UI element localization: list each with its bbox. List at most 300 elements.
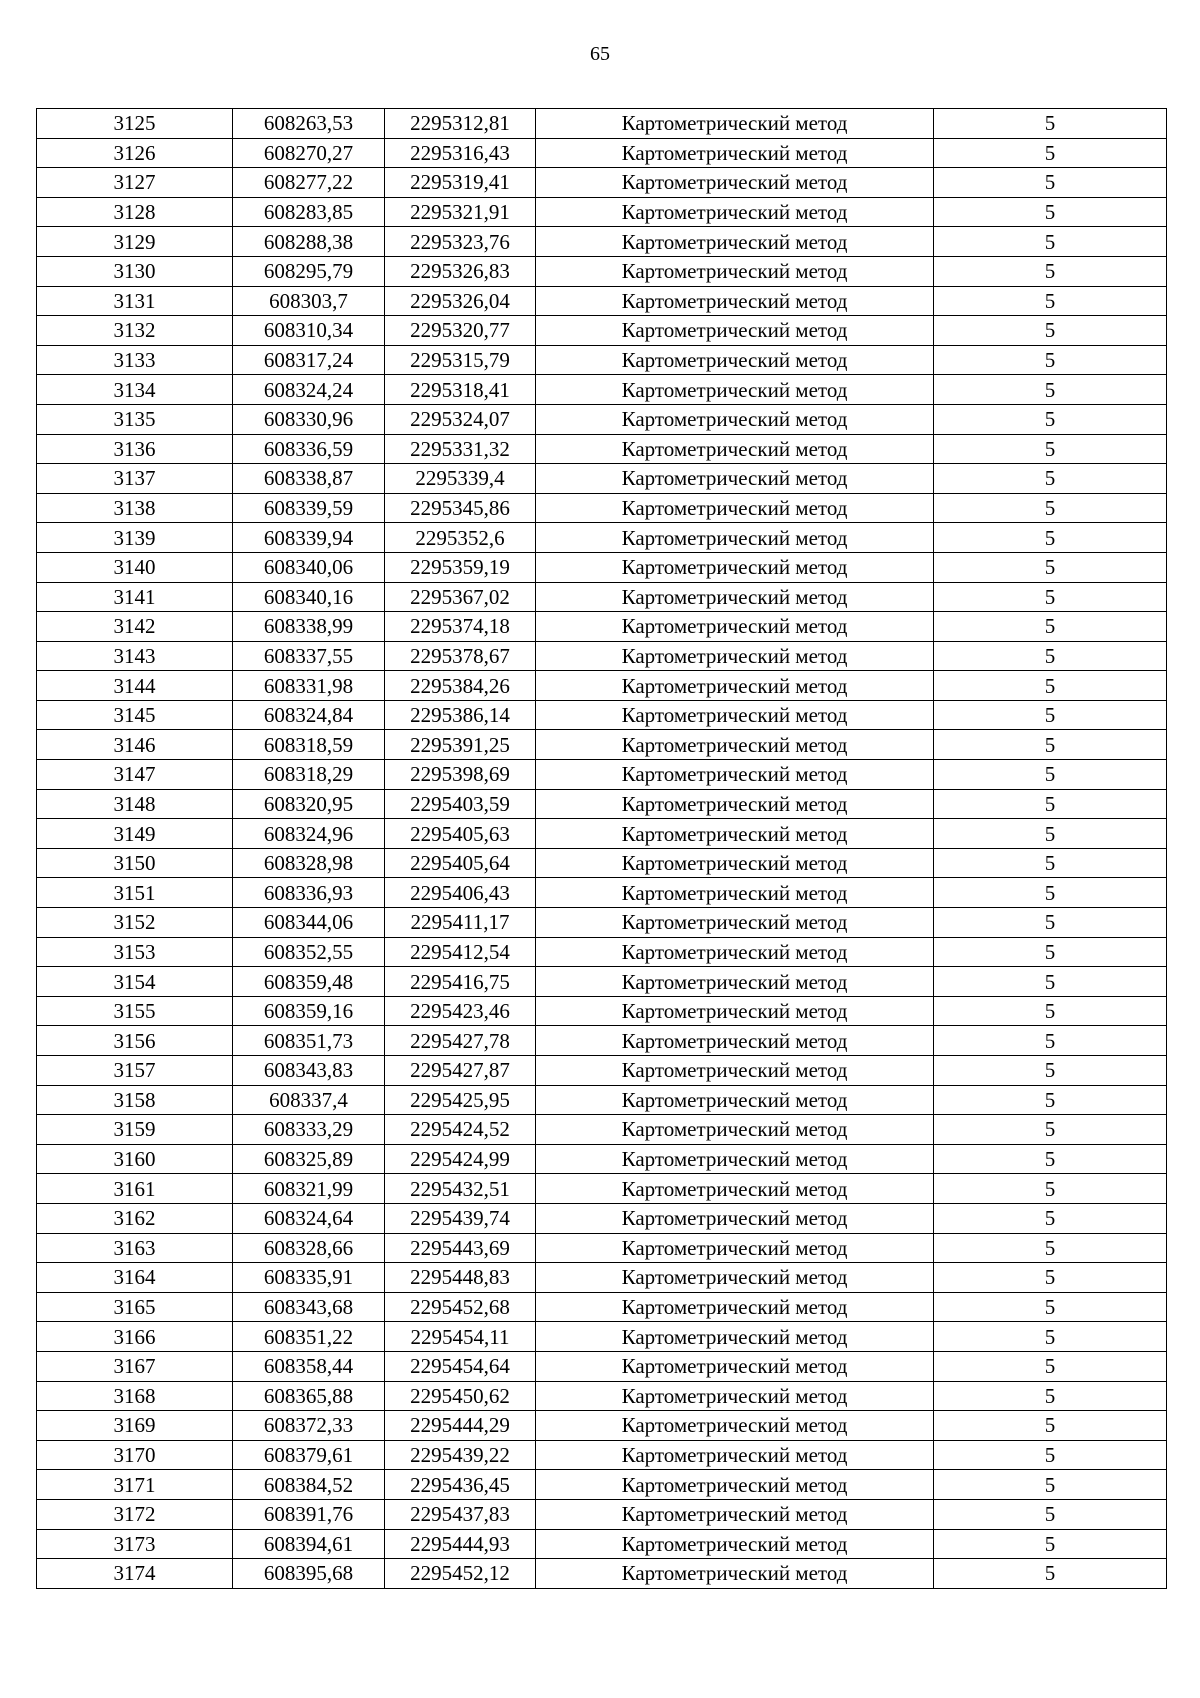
y-coordinate-cell: 2295439,74 xyxy=(385,1203,536,1233)
table-row xyxy=(37,1411,1167,1441)
y-coordinate-cell: 2295386,14 xyxy=(385,700,536,730)
table-row xyxy=(37,848,1167,878)
table-row xyxy=(37,908,1167,938)
accuracy-cell: 5 xyxy=(934,996,1167,1026)
y-coordinate-cell: 2295318,41 xyxy=(385,375,536,405)
table-row xyxy=(37,1529,1167,1559)
y-coordinate-cell: 2295398,69 xyxy=(385,760,536,790)
point-number-cell: 3129 xyxy=(37,227,233,257)
x-coordinate-cell: 608295,79 xyxy=(233,256,385,286)
point-number-cell: 3146 xyxy=(37,730,233,760)
x-coordinate-cell: 608325,89 xyxy=(233,1144,385,1174)
table-row xyxy=(37,1144,1167,1174)
x-coordinate-cell: 608351,73 xyxy=(233,1026,385,1056)
accuracy-cell: 5 xyxy=(934,1322,1167,1352)
accuracy-cell: 5 xyxy=(934,345,1167,375)
method-cell: Картометрический метод xyxy=(536,493,934,523)
y-coordinate-cell: 2295316,43 xyxy=(385,138,536,168)
accuracy-cell: 5 xyxy=(934,1292,1167,1322)
table-row xyxy=(37,168,1167,198)
point-number-cell: 3147 xyxy=(37,760,233,790)
table-row xyxy=(37,641,1167,671)
point-number-cell: 3164 xyxy=(37,1263,233,1293)
table-row xyxy=(37,1470,1167,1500)
y-coordinate-cell: 2295326,83 xyxy=(385,256,536,286)
x-coordinate-cell: 608372,33 xyxy=(233,1411,385,1441)
method-cell: Картометрический метод xyxy=(536,375,934,405)
method-cell: Картометрический метод xyxy=(536,789,934,819)
accuracy-cell: 5 xyxy=(934,819,1167,849)
table-row xyxy=(37,138,1167,168)
y-coordinate-cell: 2295448,83 xyxy=(385,1263,536,1293)
accuracy-cell: 5 xyxy=(934,138,1167,168)
table-row xyxy=(37,552,1167,582)
method-cell: Картометрический метод xyxy=(536,967,934,997)
y-coordinate-cell: 2295416,75 xyxy=(385,967,536,997)
point-number-cell: 3174 xyxy=(37,1559,233,1589)
y-coordinate-cell: 2295423,46 xyxy=(385,996,536,1026)
method-cell: Картометрический метод xyxy=(536,671,934,701)
method-cell: Картометрический метод xyxy=(536,256,934,286)
y-coordinate-cell: 2295406,43 xyxy=(385,878,536,908)
x-coordinate-cell: 608343,83 xyxy=(233,1056,385,1086)
table-row xyxy=(37,109,1167,139)
table-row xyxy=(37,197,1167,227)
table-row xyxy=(37,1233,1167,1263)
table-row xyxy=(37,286,1167,316)
x-coordinate-cell: 608328,66 xyxy=(233,1233,385,1263)
point-number-cell: 3171 xyxy=(37,1470,233,1500)
x-coordinate-cell: 608352,55 xyxy=(233,937,385,967)
method-cell: Картометрический метод xyxy=(536,1529,934,1559)
accuracy-cell: 5 xyxy=(934,641,1167,671)
table-row xyxy=(37,612,1167,642)
x-coordinate-cell: 608318,59 xyxy=(233,730,385,760)
point-number-cell: 3152 xyxy=(37,908,233,938)
accuracy-cell: 5 xyxy=(934,908,1167,938)
accuracy-cell: 5 xyxy=(934,1203,1167,1233)
accuracy-cell: 5 xyxy=(934,464,1167,494)
x-coordinate-cell: 608344,06 xyxy=(233,908,385,938)
method-cell: Картометрический метод xyxy=(536,434,934,464)
y-coordinate-cell: 2295427,87 xyxy=(385,1056,536,1086)
method-cell: Картометрический метод xyxy=(536,168,934,198)
method-cell: Картометрический метод xyxy=(536,316,934,346)
method-cell: Картометрический метод xyxy=(536,700,934,730)
accuracy-cell: 5 xyxy=(934,286,1167,316)
accuracy-cell: 5 xyxy=(934,1085,1167,1115)
table-row xyxy=(37,878,1167,908)
x-coordinate-cell: 608277,22 xyxy=(233,168,385,198)
x-coordinate-cell: 608394,61 xyxy=(233,1529,385,1559)
x-coordinate-cell: 608379,61 xyxy=(233,1440,385,1470)
method-cell: Картометрический метод xyxy=(536,1440,934,1470)
method-cell: Картометрический метод xyxy=(536,730,934,760)
method-cell: Картометрический метод xyxy=(536,404,934,434)
point-number-cell: 3165 xyxy=(37,1292,233,1322)
point-number-cell: 3133 xyxy=(37,345,233,375)
method-cell: Картометрический метод xyxy=(536,641,934,671)
point-number-cell: 3154 xyxy=(37,967,233,997)
table-row xyxy=(37,1115,1167,1145)
method-cell: Картометрический метод xyxy=(536,848,934,878)
point-number-cell: 3143 xyxy=(37,641,233,671)
table-row xyxy=(37,700,1167,730)
point-number-cell: 3167 xyxy=(37,1351,233,1381)
x-coordinate-cell: 608288,38 xyxy=(233,227,385,257)
method-cell: Картометрический метод xyxy=(536,1411,934,1441)
table-row xyxy=(37,523,1167,553)
accuracy-cell: 5 xyxy=(934,523,1167,553)
y-coordinate-cell: 2295412,54 xyxy=(385,937,536,967)
x-coordinate-cell: 608303,7 xyxy=(233,286,385,316)
point-number-cell: 3150 xyxy=(37,848,233,878)
accuracy-cell: 5 xyxy=(934,375,1167,405)
point-number-cell: 3161 xyxy=(37,1174,233,1204)
y-coordinate-cell: 2295315,79 xyxy=(385,345,536,375)
accuracy-cell: 5 xyxy=(934,730,1167,760)
accuracy-cell: 5 xyxy=(934,1559,1167,1589)
accuracy-cell: 5 xyxy=(934,1381,1167,1411)
accuracy-cell: 5 xyxy=(934,789,1167,819)
x-coordinate-cell: 608263,53 xyxy=(233,109,385,139)
accuracy-cell: 5 xyxy=(934,197,1167,227)
x-coordinate-cell: 608324,24 xyxy=(233,375,385,405)
method-cell: Картометрический метод xyxy=(536,1144,934,1174)
x-coordinate-cell: 608328,98 xyxy=(233,848,385,878)
accuracy-cell: 5 xyxy=(934,1026,1167,1056)
x-coordinate-cell: 608384,52 xyxy=(233,1470,385,1500)
y-coordinate-cell: 2295352,6 xyxy=(385,523,536,553)
method-cell: Картометрический метод xyxy=(536,1085,934,1115)
table-row xyxy=(37,1351,1167,1381)
table-row xyxy=(37,227,1167,257)
y-coordinate-cell: 2295319,41 xyxy=(385,168,536,198)
y-coordinate-cell: 2295345,86 xyxy=(385,493,536,523)
y-coordinate-cell: 2295403,59 xyxy=(385,789,536,819)
accuracy-cell: 5 xyxy=(934,168,1167,198)
table-row xyxy=(37,345,1167,375)
y-coordinate-cell: 2295384,26 xyxy=(385,671,536,701)
accuracy-cell: 5 xyxy=(934,582,1167,612)
x-coordinate-cell: 608395,68 xyxy=(233,1559,385,1589)
point-number-cell: 3139 xyxy=(37,523,233,553)
table-row xyxy=(37,1381,1167,1411)
method-cell: Картометрический метод xyxy=(536,552,934,582)
accuracy-cell: 5 xyxy=(934,1351,1167,1381)
table-row xyxy=(37,967,1167,997)
point-number-cell: 3140 xyxy=(37,552,233,582)
y-coordinate-cell: 2295427,78 xyxy=(385,1026,536,1056)
y-coordinate-cell: 2295378,67 xyxy=(385,641,536,671)
x-coordinate-cell: 608324,96 xyxy=(233,819,385,849)
accuracy-cell: 5 xyxy=(934,109,1167,139)
table-row xyxy=(37,730,1167,760)
method-cell: Картометрический метод xyxy=(536,582,934,612)
point-number-cell: 3145 xyxy=(37,700,233,730)
point-number-cell: 3137 xyxy=(37,464,233,494)
x-coordinate-cell: 608324,64 xyxy=(233,1203,385,1233)
accuracy-cell: 5 xyxy=(934,760,1167,790)
point-number-cell: 3168 xyxy=(37,1381,233,1411)
method-cell: Картометрический метод xyxy=(536,1292,934,1322)
point-number-cell: 3148 xyxy=(37,789,233,819)
x-coordinate-cell: 608340,16 xyxy=(233,582,385,612)
y-coordinate-cell: 2295452,12 xyxy=(385,1559,536,1589)
method-cell: Картометрический метод xyxy=(536,464,934,494)
table-row xyxy=(37,375,1167,405)
point-number-cell: 3126 xyxy=(37,138,233,168)
y-coordinate-cell: 2295436,45 xyxy=(385,1470,536,1500)
x-coordinate-cell: 608351,22 xyxy=(233,1322,385,1352)
accuracy-cell: 5 xyxy=(934,404,1167,434)
accuracy-cell: 5 xyxy=(934,1115,1167,1145)
table-row xyxy=(37,404,1167,434)
accuracy-cell: 5 xyxy=(934,227,1167,257)
point-number-cell: 3141 xyxy=(37,582,233,612)
y-coordinate-cell: 2295323,76 xyxy=(385,227,536,257)
x-coordinate-cell: 608270,27 xyxy=(233,138,385,168)
y-coordinate-cell: 2295331,32 xyxy=(385,434,536,464)
y-coordinate-cell: 2295424,52 xyxy=(385,1115,536,1145)
accuracy-cell: 5 xyxy=(934,1233,1167,1263)
point-number-cell: 3158 xyxy=(37,1085,233,1115)
point-number-cell: 3153 xyxy=(37,937,233,967)
y-coordinate-cell: 2295411,17 xyxy=(385,908,536,938)
x-coordinate-cell: 608343,68 xyxy=(233,1292,385,1322)
point-number-cell: 3163 xyxy=(37,1233,233,1263)
y-coordinate-cell: 2295339,4 xyxy=(385,464,536,494)
point-number-cell: 3173 xyxy=(37,1529,233,1559)
x-coordinate-cell: 608335,91 xyxy=(233,1263,385,1293)
x-coordinate-cell: 608317,24 xyxy=(233,345,385,375)
y-coordinate-cell: 2295454,11 xyxy=(385,1322,536,1352)
point-number-cell: 3135 xyxy=(37,404,233,434)
point-number-cell: 3142 xyxy=(37,612,233,642)
table-row xyxy=(37,434,1167,464)
x-coordinate-cell: 608338,87 xyxy=(233,464,385,494)
x-coordinate-cell: 608318,29 xyxy=(233,760,385,790)
point-number-cell: 3130 xyxy=(37,256,233,286)
y-coordinate-cell: 2295405,63 xyxy=(385,819,536,849)
x-coordinate-cell: 608337,4 xyxy=(233,1085,385,1115)
method-cell: Картометрический метод xyxy=(536,908,934,938)
point-number-cell: 3131 xyxy=(37,286,233,316)
point-number-cell: 3169 xyxy=(37,1411,233,1441)
table-row xyxy=(37,582,1167,612)
point-number-cell: 3134 xyxy=(37,375,233,405)
table-row xyxy=(37,1056,1167,1086)
table-row xyxy=(37,464,1167,494)
method-cell: Картометрический метод xyxy=(536,523,934,553)
point-number-cell: 3159 xyxy=(37,1115,233,1145)
x-coordinate-cell: 608321,99 xyxy=(233,1174,385,1204)
accuracy-cell: 5 xyxy=(934,1499,1167,1529)
accuracy-cell: 5 xyxy=(934,700,1167,730)
y-coordinate-cell: 2295443,69 xyxy=(385,1233,536,1263)
point-number-cell: 3132 xyxy=(37,316,233,346)
table-row xyxy=(37,671,1167,701)
accuracy-cell: 5 xyxy=(934,1470,1167,1500)
x-coordinate-cell: 608359,48 xyxy=(233,967,385,997)
accuracy-cell: 5 xyxy=(934,316,1167,346)
point-number-cell: 3138 xyxy=(37,493,233,523)
x-coordinate-cell: 608336,59 xyxy=(233,434,385,464)
x-coordinate-cell: 608337,55 xyxy=(233,641,385,671)
table-row xyxy=(37,1499,1167,1529)
point-number-cell: 3125 xyxy=(37,109,233,139)
accuracy-cell: 5 xyxy=(934,1144,1167,1174)
accuracy-cell: 5 xyxy=(934,1263,1167,1293)
x-coordinate-cell: 608339,59 xyxy=(233,493,385,523)
method-cell: Картометрический метод xyxy=(536,996,934,1026)
method-cell: Картометрический метод xyxy=(536,227,934,257)
coordinates-table-body xyxy=(37,109,1167,1589)
point-number-cell: 3172 xyxy=(37,1499,233,1529)
x-coordinate-cell: 608320,95 xyxy=(233,789,385,819)
y-coordinate-cell: 2295444,29 xyxy=(385,1411,536,1441)
y-coordinate-cell: 2295367,02 xyxy=(385,582,536,612)
method-cell: Картометрический метод xyxy=(536,1381,934,1411)
table-row xyxy=(37,996,1167,1026)
table-row xyxy=(37,1322,1167,1352)
method-cell: Картометрический метод xyxy=(536,138,934,168)
y-coordinate-cell: 2295437,83 xyxy=(385,1499,536,1529)
point-number-cell: 3149 xyxy=(37,819,233,849)
table-row xyxy=(37,316,1167,346)
table-row xyxy=(37,1026,1167,1056)
y-coordinate-cell: 2295374,18 xyxy=(385,612,536,642)
y-coordinate-cell: 2295405,64 xyxy=(385,848,536,878)
y-coordinate-cell: 2295326,04 xyxy=(385,286,536,316)
point-number-cell: 3166 xyxy=(37,1322,233,1352)
x-coordinate-cell: 608333,29 xyxy=(233,1115,385,1145)
table-row xyxy=(37,760,1167,790)
method-cell: Картометрический метод xyxy=(536,1174,934,1204)
table-row xyxy=(37,1203,1167,1233)
table-row xyxy=(37,1263,1167,1293)
x-coordinate-cell: 608338,99 xyxy=(233,612,385,642)
x-coordinate-cell: 608359,16 xyxy=(233,996,385,1026)
x-coordinate-cell: 608331,98 xyxy=(233,671,385,701)
table-row xyxy=(37,937,1167,967)
y-coordinate-cell: 2295444,93 xyxy=(385,1529,536,1559)
x-coordinate-cell: 608330,96 xyxy=(233,404,385,434)
method-cell: Картометрический метод xyxy=(536,937,934,967)
y-coordinate-cell: 2295359,19 xyxy=(385,552,536,582)
accuracy-cell: 5 xyxy=(934,612,1167,642)
accuracy-cell: 5 xyxy=(934,937,1167,967)
method-cell: Картометрический метод xyxy=(536,1115,934,1145)
accuracy-cell: 5 xyxy=(934,967,1167,997)
x-coordinate-cell: 608283,85 xyxy=(233,197,385,227)
method-cell: Картометрический метод xyxy=(536,878,934,908)
table-row xyxy=(37,493,1167,523)
y-coordinate-cell: 2295452,68 xyxy=(385,1292,536,1322)
y-coordinate-cell: 2295391,25 xyxy=(385,730,536,760)
method-cell: Картометрический метод xyxy=(536,1470,934,1500)
x-coordinate-cell: 608365,88 xyxy=(233,1381,385,1411)
accuracy-cell: 5 xyxy=(934,671,1167,701)
accuracy-cell: 5 xyxy=(934,1440,1167,1470)
point-number-cell: 3170 xyxy=(37,1440,233,1470)
table-row xyxy=(37,1174,1167,1204)
table-row xyxy=(37,1559,1167,1589)
point-number-cell: 3127 xyxy=(37,168,233,198)
point-number-cell: 3157 xyxy=(37,1056,233,1086)
table-row xyxy=(37,256,1167,286)
accuracy-cell: 5 xyxy=(934,1174,1167,1204)
y-coordinate-cell: 2295450,62 xyxy=(385,1381,536,1411)
table-row xyxy=(37,1292,1167,1322)
x-coordinate-cell: 608324,84 xyxy=(233,700,385,730)
method-cell: Картометрический метод xyxy=(536,109,934,139)
method-cell: Картометрический метод xyxy=(536,345,934,375)
x-coordinate-cell: 608358,44 xyxy=(233,1351,385,1381)
method-cell: Картометрический метод xyxy=(536,197,934,227)
y-coordinate-cell: 2295454,64 xyxy=(385,1351,536,1381)
method-cell: Картометрический метод xyxy=(536,1351,934,1381)
method-cell: Картометрический метод xyxy=(536,819,934,849)
page-number: 65 xyxy=(590,43,610,65)
y-coordinate-cell: 2295425,95 xyxy=(385,1085,536,1115)
accuracy-cell: 5 xyxy=(934,493,1167,523)
y-coordinate-cell: 2295424,99 xyxy=(385,1144,536,1174)
method-cell: Картометрический метод xyxy=(536,612,934,642)
x-coordinate-cell: 608340,06 xyxy=(233,552,385,582)
point-number-cell: 3155 xyxy=(37,996,233,1026)
accuracy-cell: 5 xyxy=(934,1411,1167,1441)
accuracy-cell: 5 xyxy=(934,552,1167,582)
x-coordinate-cell: 608339,94 xyxy=(233,523,385,553)
y-coordinate-cell: 2295324,07 xyxy=(385,404,536,434)
accuracy-cell: 5 xyxy=(934,1056,1167,1086)
point-number-cell: 3128 xyxy=(37,197,233,227)
point-number-cell: 3162 xyxy=(37,1203,233,1233)
y-coordinate-cell: 2295321,91 xyxy=(385,197,536,227)
method-cell: Картометрический метод xyxy=(536,286,934,316)
table-row xyxy=(37,1085,1167,1115)
method-cell: Картометрический метод xyxy=(536,1203,934,1233)
method-cell: Картометрический метод xyxy=(536,1263,934,1293)
x-coordinate-cell: 608391,76 xyxy=(233,1499,385,1529)
x-coordinate-cell: 608310,34 xyxy=(233,316,385,346)
method-cell: Картометрический метод xyxy=(536,1322,934,1352)
point-number-cell: 3136 xyxy=(37,434,233,464)
accuracy-cell: 5 xyxy=(934,1529,1167,1559)
accuracy-cell: 5 xyxy=(934,256,1167,286)
coordinates-table xyxy=(36,108,1167,1589)
point-number-cell: 3151 xyxy=(37,878,233,908)
point-number-cell: 3144 xyxy=(37,671,233,701)
method-cell: Картометрический метод xyxy=(536,1056,934,1086)
method-cell: Картометрический метод xyxy=(536,1559,934,1589)
point-number-cell: 3160 xyxy=(37,1144,233,1174)
x-coordinate-cell: 608336,93 xyxy=(233,878,385,908)
method-cell: Картометрический метод xyxy=(536,1233,934,1263)
table-row xyxy=(37,789,1167,819)
accuracy-cell: 5 xyxy=(934,878,1167,908)
method-cell: Картометрический метод xyxy=(536,760,934,790)
table-row xyxy=(37,819,1167,849)
method-cell: Картометрический метод xyxy=(536,1026,934,1056)
y-coordinate-cell: 2295320,77 xyxy=(385,316,536,346)
y-coordinate-cell: 2295432,51 xyxy=(385,1174,536,1204)
accuracy-cell: 5 xyxy=(934,848,1167,878)
table-row xyxy=(37,1440,1167,1470)
accuracy-cell: 5 xyxy=(934,434,1167,464)
point-number-cell: 3156 xyxy=(37,1026,233,1056)
